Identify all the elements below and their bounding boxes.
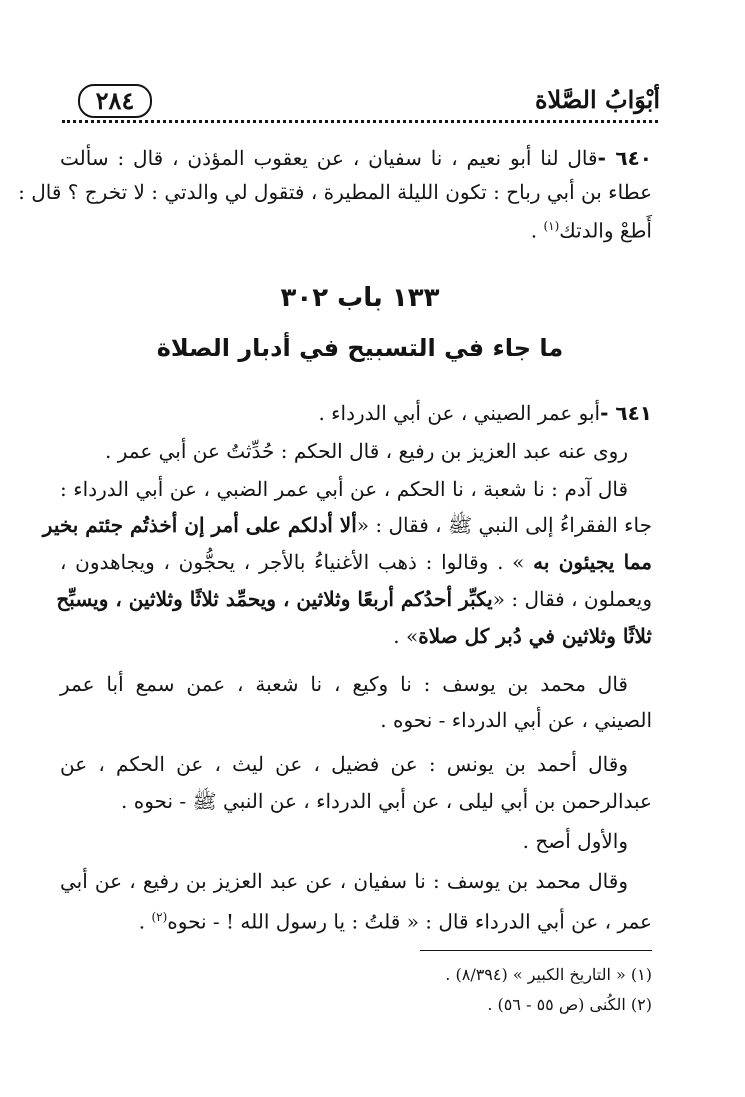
footnote-ref-1: (١) [543, 219, 560, 233]
entry-641-para-2-line-5: ثلاثًا وثلاثين في دُبر كل صلاة» . [393, 624, 652, 648]
entry-641-para-2-line-1: قال آدم : نا شعبة ، نا الحكم ، عن أبي عمر الضبي ، عن أبي الدرداء : [60, 477, 628, 501]
entry-641-para-6-line-2: عمر ، عن أبي الدرداء قال : « قلتُ : يا رسول الله ! - نحوه$^{(٢)}$ . [138, 909, 652, 934]
entry-641-para-4-line-1: وقال أحمد بن يونس : عن فضيل ، عن ليث ، عن الحكم ، عن [60, 752, 628, 776]
entry-641-para-2-line-4: ويعملون ، فقال : «يكبِّر أحدُكم أربعًا وثلاثين ، ويحمِّد ثلاثًا وثلاثين ، ويسبِّح [56, 587, 652, 611]
entry-641-para-3-line-2: الصيني ، عن أبي الدرداء - نحوه . [380, 708, 652, 732]
entry-641-para-6-line-1: وقال محمد بن يوسف : نا سفيان ، عن عبد العزيز بن رفيع ، عن أبي [60, 869, 628, 893]
page-header [60, 82, 660, 118]
header-divider [62, 120, 658, 123]
entry-641-para-3-line-1: قال محمد بن يوسف : نا وكيع ، نا شعبة ، عمن سمع أبا عمر [60, 672, 628, 696]
entry-640-line-1: ٦٤٠ -قال لنا أبو نعيم ، نا سفيان ، عن يعقوب المؤذن ، قال : سألت [60, 146, 652, 170]
footnote-divider [420, 950, 652, 951]
running-title: أبْوَابُ الصَّلاة [534, 85, 660, 114]
page-number: ٢٨٤ [78, 84, 152, 118]
footnote-1: (١) « التاريخ الكبير » (٨/٣٩٤) . [445, 965, 652, 984]
entry-641-para-1: روى عنه عبد العزيز بن رفيع ، قال الحكم : حُدِّثتُ عن أبي عمر . [105, 439, 628, 463]
entry-641-para-2-line-3: مما يجيئون به » . وقالوا : ذهب الأغنياءُ بالأجر ، يحجُّون ، ويجاهدون ، [60, 550, 653, 574]
footnote-ref-2: (٢) [151, 910, 168, 924]
entry-640-number: ٦٤٠ - [597, 146, 652, 170]
footnote-2: (٢) الكُنى (ص ٥٥ - ٥٦) . [487, 995, 652, 1014]
entry-641-intro: ٦٤١ -أبو عمر الصيني ، عن أبي الدرداء . [318, 401, 652, 425]
chapter-title: ما جاء في التسبيح في أدبار الصلاة [156, 334, 564, 362]
entry-640-line-3: أَطعْ والدتك$^{(١)}$ . [530, 218, 652, 243]
entry-640-line-2: عطاء بن أبي رباح : تكون الليلة المطيرة ، فتقول لي والدتي : لا تخرج ؟ قال : [18, 180, 652, 204]
entry-641-para-2-line-2: جاء الفقراءُ إلى النبي ﷺ ، فقال : «ألا أدلكم على أمر إن أخذتُم جئتم بخير [42, 513, 652, 537]
entry-641-para-5: والأول أصح . [522, 829, 628, 853]
entry-641-para-4-line-2: عبدالرحمن بن أبي ليلى ، عن أبي الدرداء ، عن النبي ﷺ - نحوه . [121, 789, 652, 813]
chapter-number: ١٣٣ باب ٣٠٢ [280, 283, 440, 313]
entry-641-number: ٦٤١ - [600, 401, 652, 425]
